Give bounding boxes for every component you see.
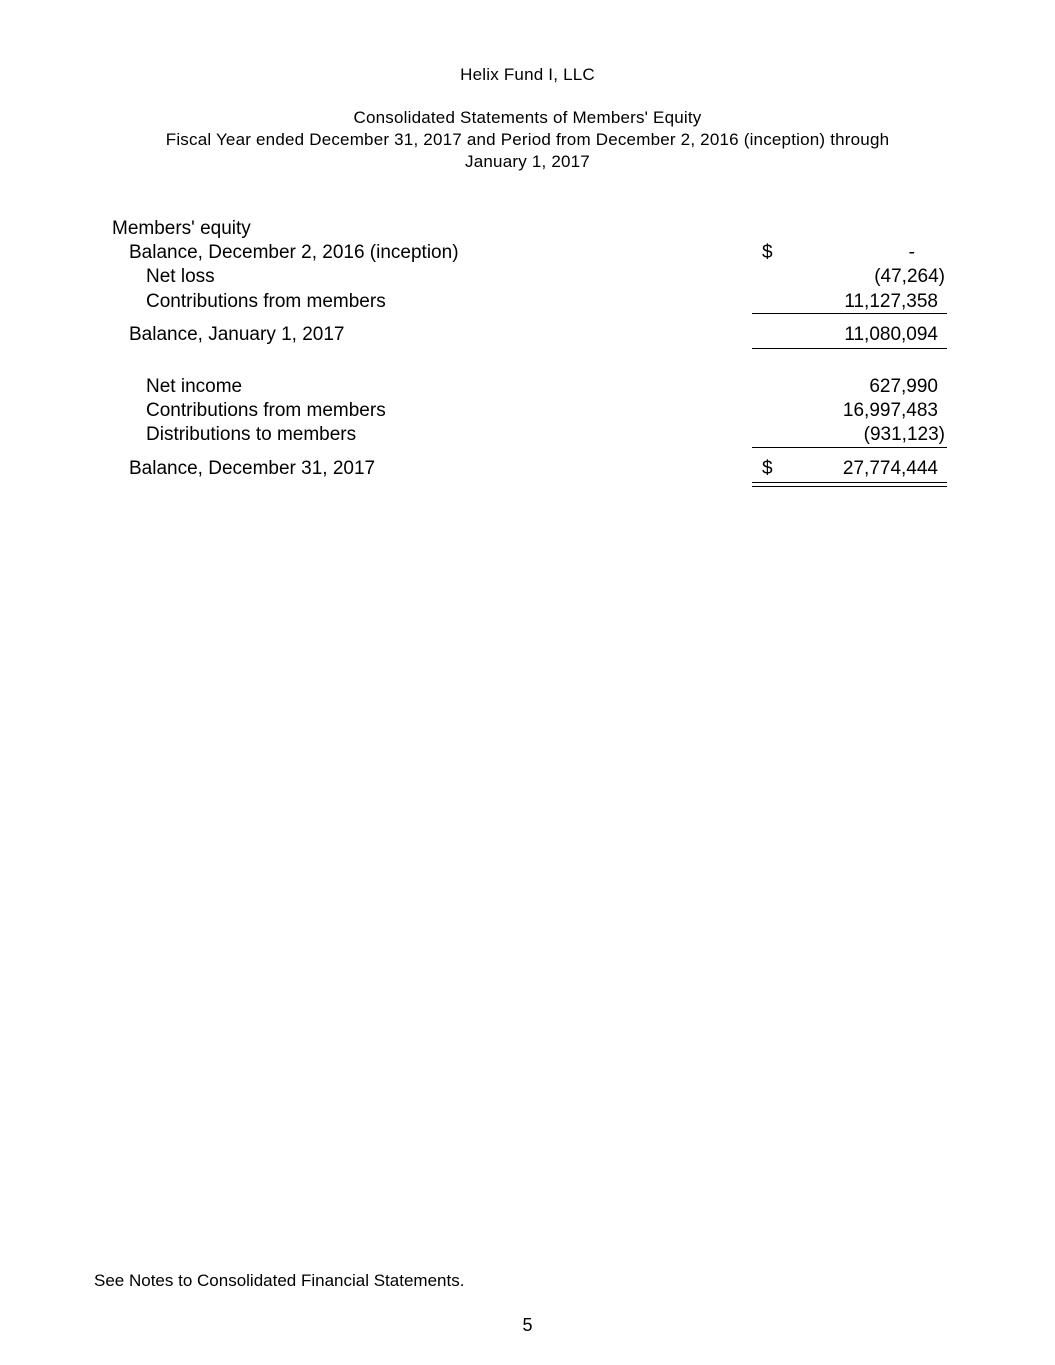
row-value: 16,997,483: [842, 400, 938, 421]
row-label: Contributions from members: [146, 400, 386, 421]
row-value: (47,264): [874, 266, 945, 287]
row-value: -: [908, 242, 915, 263]
total-double-rule-top: [752, 482, 947, 483]
row-label: Contributions from members: [146, 291, 386, 312]
row-value: 11,080,094: [844, 324, 938, 345]
row-label: Net income: [146, 376, 243, 397]
row-label: Balance, December 31, 2017: [129, 458, 376, 479]
row-label: Balance, January 1, 2017: [129, 324, 345, 345]
subtotal-rule: [752, 348, 947, 349]
company-name: Helix Fund I, LLC: [460, 65, 595, 84]
subtotal-rule: [752, 447, 947, 448]
currency-symbol: $: [762, 242, 773, 263]
row-value: 27,774,444: [842, 458, 938, 479]
row-label: Balance, December 2, 2016 (inception): [129, 242, 459, 263]
period-line-1: Fiscal Year ended December 31, 2017 and Period from December 2, 2016 (inception) through: [165, 130, 890, 149]
row-label: Distributions to members: [146, 424, 357, 445]
statement-title: Consolidated Statements of Members' Equity: [353, 108, 702, 127]
period-line-2: January 1, 2017: [465, 152, 590, 171]
page-number: 5: [522, 1315, 533, 1335]
subtotal-rule: [752, 313, 947, 314]
row-value: 11,127,358: [844, 291, 938, 312]
row-value: 627,990: [869, 376, 938, 397]
row-label: Net loss: [146, 266, 215, 287]
total-double-rule-bottom: [752, 486, 947, 487]
footer-note: See Notes to Consolidated Financial Statements.: [94, 1271, 465, 1290]
row-value: (931,123): [863, 424, 945, 445]
section-label: Members' equity: [112, 218, 251, 239]
currency-symbol: $: [762, 458, 773, 479]
